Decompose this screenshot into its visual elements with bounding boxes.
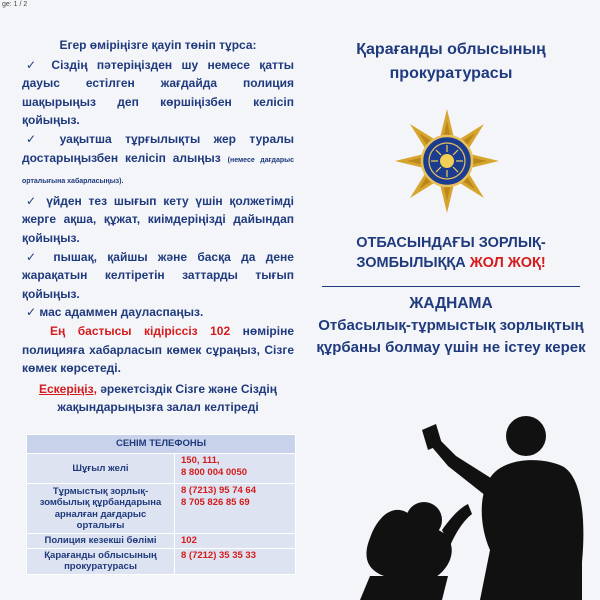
row-value: 8 (7212) 35 35 33 [175, 548, 296, 574]
divider-line [322, 286, 580, 287]
call-102-rest: нөміріне полицияға хабарласып көмек сұраңыз, Сізге көмек көрсетеді. [22, 323, 294, 376]
memo-text: Отбасылық-тұрмыстық зорлықтың құрбаны болмау үшін не істеу керек [316, 317, 586, 356]
slogan-emphasis: ЖОЛ ЖОҚ! [469, 255, 546, 271]
checkmark-icon: ✓ [26, 305, 37, 320]
instruction-3 [22, 192, 294, 248]
instruction-4-text: пышақ, қайшы және басқа да дене жарақатын келтіретін заттарды тығып қойыңыз. [22, 249, 294, 301]
instruction-2-text: уақытша тұрғылықты жер туралы достарыңызбен келісіп алыңыз [22, 131, 294, 165]
instruction-1-text: Сіздің пәтеріңізден шу немесе қатты дауыс естілген жағдайда полиция шақырыңыз деп көршіңізбен келісіп қойыңыз. [22, 57, 294, 128]
instruction-1 [22, 56, 294, 130]
call-102-emphasis: Ең бастысы кідіріссіз 102 [50, 323, 231, 338]
row-label: Шұғыл желі [27, 454, 175, 484]
instruction-2-note: (немесе дағдарыс орталығына хабарласыңыз). [22, 156, 294, 186]
safety-instructions [22, 36, 294, 417]
instruction-5 [22, 303, 294, 322]
instruction-3-text: үйден тез шығып кету үшін қолжетімді жерге ақша, құжат, киімдеріңізді дайындап қойыңыз. [22, 193, 294, 245]
table-row [27, 534, 296, 549]
row-value: 102 [175, 534, 296, 549]
checkmark-icon: ✓ [26, 193, 40, 208]
instruction-2 [22, 130, 294, 192]
row-label: Полиция кезекші бөлімі [27, 534, 175, 549]
domestic-violence-silhouette [330, 400, 592, 600]
table-header: СЕНІМ ТЕЛЕФОНЫ [27, 435, 296, 454]
warning-text [22, 380, 294, 417]
page-indicator: ge: 1 / 2 [2, 1, 28, 8]
trust-phone-table [26, 434, 296, 575]
slogan-part: ЗОМБЫЛЫҚҚА [356, 255, 470, 271]
memo-title: ЖАДНАМА [409, 295, 493, 312]
checkmark-icon: ✓ [26, 57, 43, 72]
checkmark-icon: ✓ [26, 249, 44, 264]
instructions-heading: Егер өміріңізге қауіп төніп тұрса: [59, 38, 257, 52]
row-label: Қарағанды облысының прокуратурасы [27, 548, 175, 574]
table-row [27, 548, 296, 574]
slogan-line-1: ОТБАСЫНДАҒЫ ЗОРЛЫҚ- [356, 235, 546, 251]
checkmark-icon: ✓ [26, 131, 47, 146]
prosecutor-emblem-icon [388, 108, 506, 214]
table-row [27, 484, 296, 534]
warning-emphasis: Ескеріңіз, [39, 381, 97, 396]
table-row [27, 454, 296, 484]
instruction-5-text: мас адаммен дауласпаңыз. [39, 305, 204, 320]
slogan-line-2 [316, 253, 586, 273]
memo-block [316, 293, 586, 359]
office-title: Қарағанды облысының прокуратурасы [356, 41, 546, 82]
call-102-text [22, 322, 294, 378]
instruction-4 [22, 248, 294, 304]
row-value: 8 (7213) 95 74 64 8 705 826 85 69 [175, 484, 296, 534]
warning-rest: әрекетсіздік Сізге және Сіздің жақындарыңызға залал келтіреді [57, 381, 277, 415]
row-value: 150, 111, 8 800 004 0050 [175, 454, 296, 484]
slogan [316, 233, 586, 273]
row-label: Тұрмыстық зорлық-зомбылық құрбандарына арналған дағдарыс орталығы [27, 484, 175, 534]
